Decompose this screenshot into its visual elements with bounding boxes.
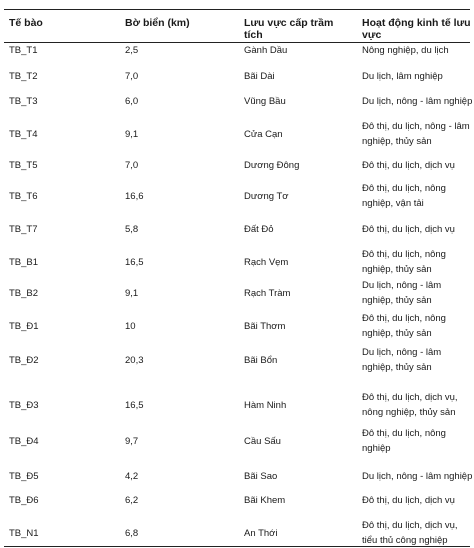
- coast-length: 16,6: [125, 190, 144, 202]
- economic-activity: Đô thị, du lịch, nông nghiệp, thủy sản: [362, 249, 446, 275]
- sediment-basin: An Thới: [244, 527, 278, 539]
- sediment-basin: Gành Dầu: [244, 44, 288, 56]
- cell-id: TB_T4: [9, 128, 38, 140]
- sediment-basin: Bãi Khem: [244, 494, 286, 506]
- header-cell: Tế bào: [9, 17, 43, 29]
- sediment-basin: Rạch Tràm: [244, 287, 291, 299]
- cell-id: TB_Đ2: [9, 354, 39, 366]
- coast-length: 4,2: [125, 470, 139, 482]
- coast-length: 6,0: [125, 95, 139, 107]
- economic-activity: Đô thị, du lịch, dịch vụ, tiểu thủ công nghiệp: [362, 520, 458, 546]
- economic-activity: Du lịch, nông - lâm nghiệp: [362, 95, 473, 107]
- sediment-basin: Vũng Bầu: [244, 95, 286, 107]
- sediment-basin: Hàm Ninh: [244, 399, 287, 411]
- coast-length: 5,8: [125, 223, 139, 235]
- economic-activity: Du lịch, nông - lâm nghiệp: [362, 470, 473, 482]
- cell-id: TB_B2: [9, 287, 39, 299]
- sediment-basin: Bãi Thơm: [244, 320, 286, 332]
- cell-id: TB_T3: [9, 95, 38, 107]
- coast-length: 20,3: [125, 354, 144, 366]
- sediment-basin: Bãi Sao: [244, 470, 278, 482]
- coast-length: 9,1: [125, 287, 139, 299]
- cell-id: TB_Đ3: [9, 399, 39, 411]
- coast-length: 6,8: [125, 527, 139, 539]
- economic-activity: Đô thị, du lịch, nông nghiệp: [362, 428, 446, 454]
- economic-activity: Nông nghiệp, du lịch: [362, 44, 449, 56]
- coast-length: 10: [125, 320, 136, 332]
- economic-activity: Đô thị, du lịch, nông nghiệp, vận tải: [362, 183, 446, 209]
- economic-activity: Đô thị, du lịch, dịch vụ, nông nghiệp, thủy sản: [362, 392, 458, 418]
- sediment-basin: Dương Đông: [244, 159, 300, 171]
- sediment-basin: Rạch Vẹm: [244, 256, 289, 268]
- cell-id: TB_Đ1: [9, 320, 39, 332]
- sediment-basin: Đất Đỏ: [244, 223, 274, 235]
- economic-activity: Du lịch, lâm nghiệp: [362, 70, 443, 82]
- sediment-basin: Cầu Sấu: [244, 435, 281, 447]
- economic-activity: Đô thị, du lịch, nông nghiệp, thủy sản: [362, 313, 446, 339]
- sediment-basin: Cửa Cạn: [244, 128, 283, 140]
- cell-id: TB_T1: [9, 44, 38, 56]
- economic-activity: Đô thị, du lịch, dịch vụ: [362, 223, 455, 235]
- table-header: [0, 0, 474, 40]
- coast-length: 6,2: [125, 494, 139, 506]
- coast-length: 7,0: [125, 70, 139, 82]
- coast-length: 7,0: [125, 159, 139, 171]
- cell-id: TB_Đ6: [9, 494, 39, 506]
- coast-length: 9,1: [125, 128, 139, 140]
- coast-length: 16,5: [125, 399, 144, 411]
- economic-activity: Du lịch, nông - lâm nghiệp, thủy sản: [362, 347, 442, 373]
- economic-activity: Đô thị, du lịch, dịch vụ: [362, 159, 455, 171]
- coast-length: 9,7: [125, 435, 139, 447]
- sediment-basin: Dương Tơ: [244, 190, 289, 202]
- economic-activity: Đô thị, du lịch, dịch vụ: [362, 494, 455, 506]
- coast-length: 2,5: [125, 44, 139, 56]
- sediment-basin: Bãi Dài: [244, 70, 275, 82]
- cell-id: TB_Đ4: [9, 435, 39, 447]
- sediment-basin: Bãi Bổn: [244, 354, 278, 366]
- header-sediment-basin: Lưu vực cấp trầm tích: [244, 17, 334, 41]
- cell-id: TB_T6: [9, 190, 38, 202]
- cell-id: TB_B1: [9, 256, 39, 268]
- header-coast-length: Bờ biển (km): [125, 17, 190, 29]
- header-economic-activity: Hoạt động kinh tế lưu vực: [362, 17, 471, 41]
- cell-id: TB_T7: [9, 223, 38, 235]
- cell-id: TB_Đ5: [9, 470, 39, 482]
- cell-id: TB_T2: [9, 70, 38, 82]
- economic-activity: Đô thị, du lịch, nông - lâm nghiệp, thủy sản: [362, 121, 470, 147]
- economic-activity: Du lịch, nông - lâm nghiệp, thủy sản: [362, 280, 442, 306]
- coast-length: 16,5: [125, 256, 144, 268]
- cell-id: TB_N1: [9, 527, 39, 539]
- cell-id: TB_T5: [9, 159, 38, 171]
